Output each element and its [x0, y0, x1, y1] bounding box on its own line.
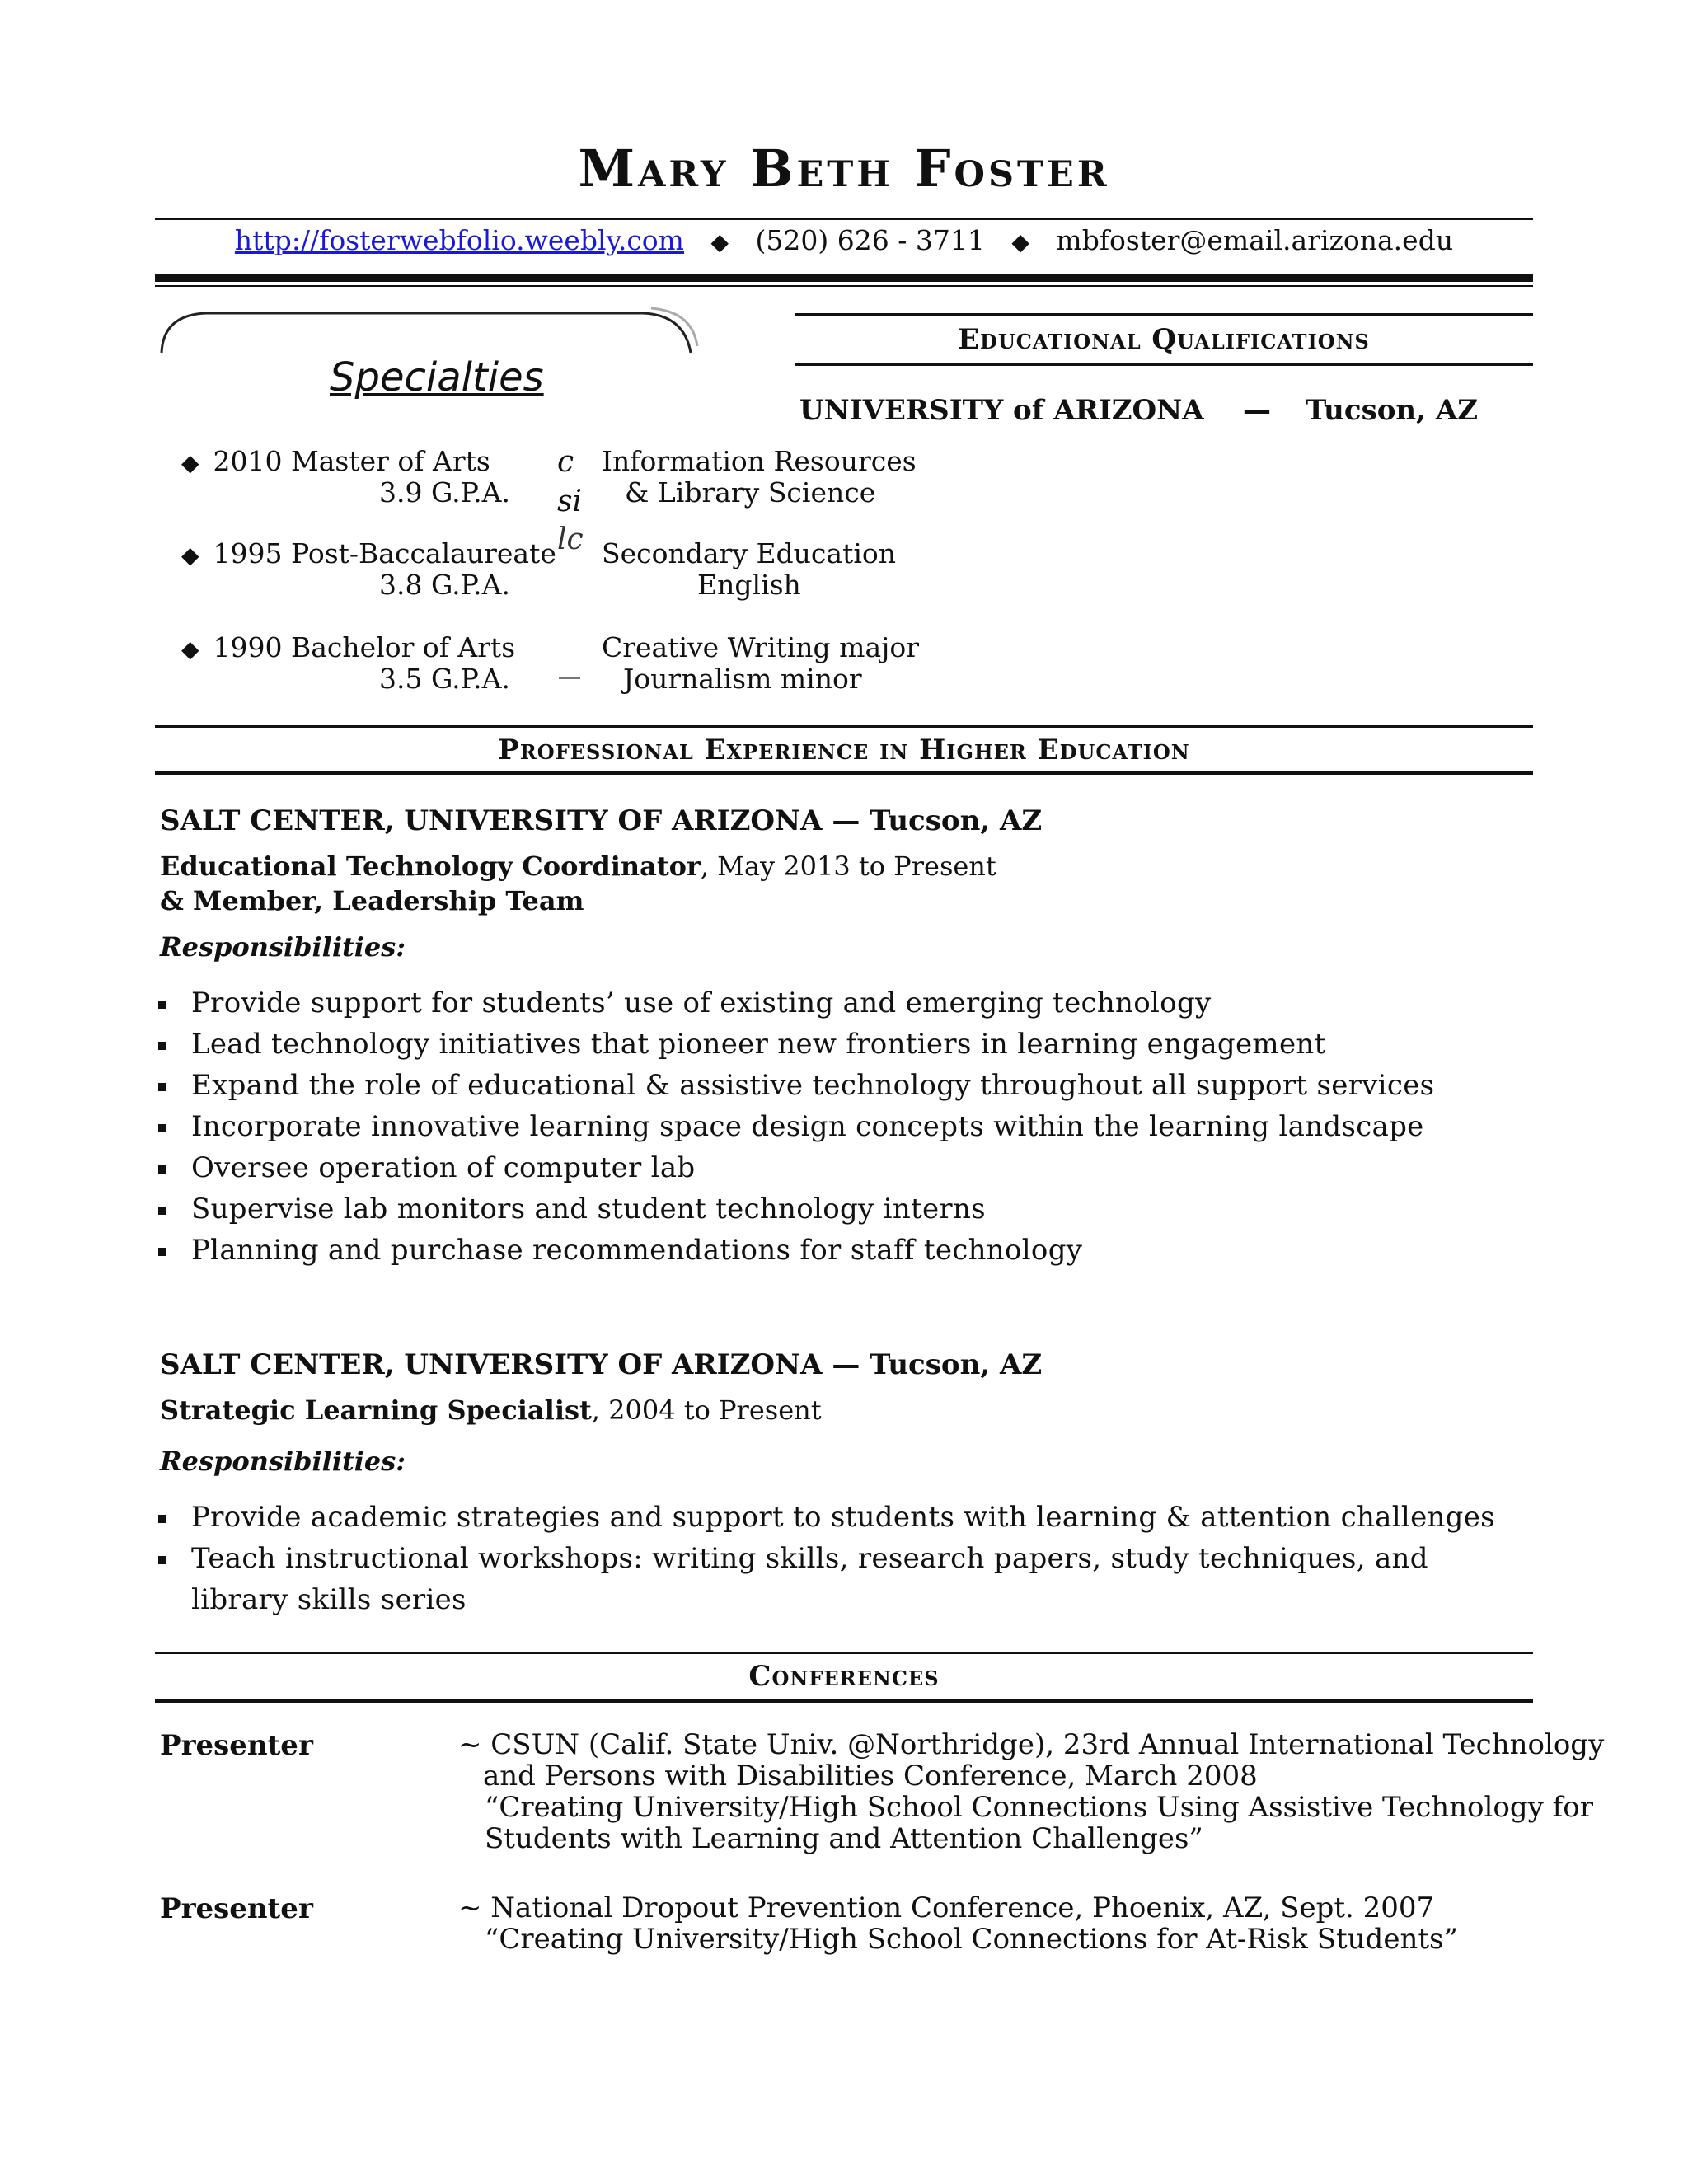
contact-line — [0, 224, 1688, 256]
list-item: Oversee operation of computer lab — [157, 1147, 1434, 1188]
diamond-icon: ◆ — [710, 228, 729, 255]
edu-rule-top — [795, 313, 1533, 316]
conf-role: Presenter — [160, 1892, 313, 1925]
job-dates: , May 2013 to Present — [700, 851, 996, 882]
list-item: library skills series — [191, 1583, 467, 1616]
list-item: Provide support for students’ use of existing and emerging technology — [157, 982, 1434, 1024]
conf-rule-top — [155, 1652, 1533, 1654]
square-bullet-icon — [158, 1124, 166, 1132]
email-address: mbfoster@email.arizona.edu — [1056, 224, 1454, 256]
edu-heading: Educational Qualifications — [958, 323, 1370, 356]
diamond-icon: ◆ — [1011, 228, 1029, 255]
square-bullet-icon — [158, 1556, 166, 1564]
conf-entry: ~ National Dropout Prevention Conference, Phoenix, AZ, Sept. 2007 “Creating University/High School Connections for At-Risk Students” — [458, 1891, 1458, 1956]
conf-rule-bottom — [155, 1699, 1533, 1703]
list-item: Teach instructional workshops: writing skills, research papers, study techniques, and — [157, 1538, 1495, 1579]
edu-rule-bottom — [795, 363, 1533, 366]
phone-number: (520) 626 - 3711 — [755, 224, 985, 256]
list-item: Lead technology initiatives that pioneer new frontiers in learning engagement — [157, 1024, 1434, 1065]
list-item: Planning and purchase recommendations for staff technology — [157, 1230, 1434, 1271]
job-responsibilities — [157, 982, 1434, 1271]
specialty-field: Journalism minor — [623, 663, 862, 695]
conf-entry: ~ CSUN (Calif. State Univ. @Northridge), 23rd Annual International Technology and Persons with Disabilities Conference, March 2008 “Creating University/High School Connections Using Assistive Technology for Students with Learning and Attention Challenges” — [458, 1728, 1605, 1855]
conf-role: Presenter — [160, 1729, 313, 1762]
specialty-field: Information Resources — [602, 445, 917, 477]
specialty-degree: ◆ 1990 Bachelor of Arts — [181, 631, 516, 663]
diamond-icon: ◆ — [181, 541, 199, 569]
edu-dash: — — [1243, 394, 1271, 427]
square-bullet-icon — [158, 1207, 166, 1215]
job-responsibilities — [157, 1497, 1495, 1620]
job-title: Educational Technology Coordinator — [160, 851, 701, 882]
specialty-field: & Library Science — [625, 476, 876, 509]
list-item: Expand the role of educational & assistive technology throughout all support services — [157, 1065, 1434, 1106]
diamond-icon: ◆ — [181, 635, 199, 663]
square-bullet-icon — [158, 1165, 166, 1174]
diamond-icon: ◆ — [181, 449, 199, 476]
header-rule-top — [155, 218, 1533, 220]
specialty-degree: ◆ 1995 Post-Baccalaureate — [181, 537, 556, 569]
stray-glyph: si — [557, 485, 582, 518]
job-title: Strategic Learning Specialist — [160, 1394, 592, 1426]
job-title-line — [160, 1394, 822, 1426]
header-rule-thin — [155, 285, 1533, 287]
square-bullet-icon — [158, 1248, 166, 1256]
specialties-frame — [157, 305, 701, 354]
stray-glyph: lc — [557, 523, 584, 556]
specialties-title: Specialties — [330, 354, 544, 401]
specialty-gpa: 3.5 G.P.A. — [379, 663, 510, 695]
header-rule-thick — [155, 274, 1533, 282]
conf-heading: Conferences — [748, 1660, 940, 1693]
stray-glyph: c — [557, 445, 574, 479]
list-item: Supervise lab monitors and student technology interns — [157, 1188, 1434, 1230]
specialty-gpa: 3.9 G.P.A. — [379, 476, 510, 509]
edu-school: UNIVERSITY of ARIZONA — [799, 394, 1204, 427]
exp-rule-bottom — [155, 771, 1533, 775]
job-employer: SALT CENTER, UNIVERSITY OF ARIZONA — Tucson, AZ — [160, 1348, 1043, 1381]
job-dates: , 2004 to Present — [591, 1394, 822, 1426]
list-item: Provide academic strategies and support to students with learning & attention challenges — [157, 1497, 1495, 1538]
stray-mark — [559, 677, 580, 679]
candidate-name: Mary Beth Foster — [578, 138, 1110, 199]
job-employer: SALT CENTER, UNIVERSITY OF ARIZONA — Tucson, AZ — [160, 804, 1043, 837]
specialty-gpa: 3.8 G.P.A. — [379, 569, 510, 601]
specialty-field: Secondary Education — [602, 537, 897, 569]
responsibilities-label: Responsibilities: — [160, 1446, 406, 1477]
job-title-line — [160, 851, 996, 882]
job-title-secondary: & Member, Leadership Team — [160, 885, 584, 916]
square-bullet-icon — [158, 1515, 166, 1523]
responsibilities-label: Responsibilities: — [160, 931, 406, 963]
specialty-field: English — [697, 569, 801, 601]
edu-location: Tucson, AZ — [1306, 394, 1479, 427]
website-link[interactable]: http://fosterwebfolio.weebly.com — [234, 224, 684, 256]
list-item: Incorporate innovative learning space design concepts within the learning landscape — [157, 1106, 1434, 1147]
specialty-degree: ◆ 2010 Master of Arts — [181, 445, 490, 477]
square-bullet-icon — [158, 1001, 166, 1009]
square-bullet-icon — [158, 1042, 166, 1050]
square-bullet-icon — [158, 1083, 166, 1091]
specialty-field: Creative Writing major — [602, 631, 919, 663]
exp-rule-top — [155, 725, 1533, 728]
exp-heading: Professional Experience in Higher Education — [498, 733, 1190, 766]
